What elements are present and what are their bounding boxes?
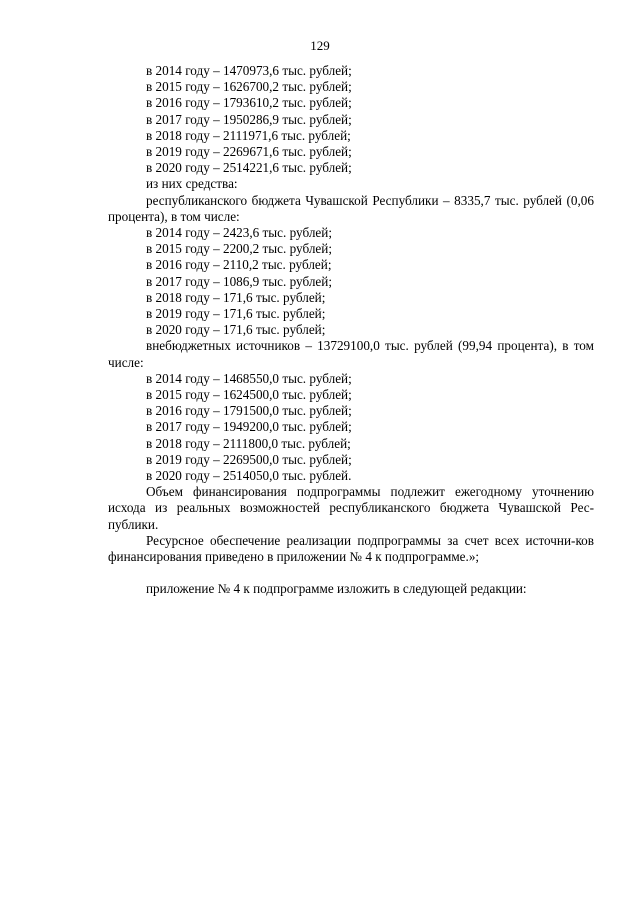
extrabudgetary-funding-2015: в 2015 году – 1624500,0 тыс. рублей; bbox=[146, 387, 352, 403]
extrabudgetary-funding-2020: в 2020 году – 2514050,0 тыс. рублей. bbox=[146, 468, 352, 484]
total-funding-2015: в 2015 году – 1626700,2 тыс. рублей; bbox=[146, 79, 352, 95]
republican-funding-by-year-list bbox=[108, 225, 594, 338]
total-funding-2018: в 2018 году – 2111971,6 тыс. рублей; bbox=[146, 127, 351, 143]
total-funding-2016: в 2016 году – 1793610,2 тыс. рублей; bbox=[146, 95, 352, 111]
document-body bbox=[108, 63, 594, 598]
volume-clarification-paragraph: Объем финансирования подпрограммы подлежит ежегодному уточнению исхода из реальных возможностей республиканского бюджета Чувашской Рес-публики. bbox=[108, 484, 594, 532]
total-funding-2014: в 2014 году – 1470973,6 тыс. рублей; bbox=[146, 63, 352, 78]
total-funding-2019: в 2019 году – 2269671,6 тыс. рублей; bbox=[146, 144, 352, 160]
extrabudgetary-funding-2018: в 2018 году – 2111800,0 тыс. рублей; bbox=[146, 435, 351, 451]
republican-funding-2015: в 2015 году – 2200,2 тыс. рублей; bbox=[146, 241, 332, 257]
extrabudgetary-paragraph: внебюджетных источников – 13729100,0 тыс. рублей (99,94 процента), в том числе: bbox=[108, 338, 594, 370]
extrabudgetary-funding-2017: в 2017 году – 1949200,0 тыс. рублей; bbox=[146, 419, 352, 435]
republican-funding-2014: в 2014 году – 2423,6 тыс. рублей; bbox=[146, 225, 332, 241]
republican-funding-2017: в 2017 году – 1086,9 тыс. рублей; bbox=[146, 273, 332, 289]
total-funding-2017: в 2017 году – 1950286,9 тыс. рублей; bbox=[146, 111, 352, 127]
extrabudgetary-funding-by-year-list bbox=[108, 371, 594, 484]
republican-funding-2016: в 2016 году – 2110,2 тыс. рублей; bbox=[146, 257, 332, 273]
total-funding-by-year-list bbox=[108, 63, 594, 176]
paragraph-spacer bbox=[108, 565, 594, 581]
extrabudgetary-funding-2016: в 2016 году – 1791500,0 тыс. рублей; bbox=[146, 403, 352, 419]
resource-provision-paragraph: Ресурсное обеспечение реализации подпрограммы за счет всех источни-ков финансирования приведено в приложении № 4 к подпрограмме.»; bbox=[108, 532, 594, 565]
extrabudgetary-funding-2019: в 2019 году – 2269500,0 тыс. рублей; bbox=[146, 451, 352, 467]
republican-funding-2018: в 2018 году – 171,6 тыс. рублей; bbox=[146, 289, 326, 305]
republican-budget-paragraph: республиканского бюджета Чувашской Республики – 8335,7 тыс. рублей (0,06 процента), в том числе: bbox=[108, 192, 594, 224]
republican-funding-2019: в 2019 году – 171,6 тыс. рублей; bbox=[146, 306, 326, 322]
total-funding-2020: в 2020 году – 2514221,6 тыс. рублей; bbox=[146, 160, 352, 176]
republican-funding-2020: в 2020 году – 171,6 тыс. рублей; bbox=[146, 322, 326, 338]
from-them-label: из них средства: bbox=[146, 176, 238, 192]
page-number: 129 bbox=[310, 38, 330, 53]
extrabudgetary-funding-2014: в 2014 году – 1468550,0 тыс. рублей; bbox=[146, 370, 352, 386]
appendix-instruction-paragraph: приложение № 4 к подпрограмме изложить в следующей редакции: bbox=[146, 581, 527, 597]
